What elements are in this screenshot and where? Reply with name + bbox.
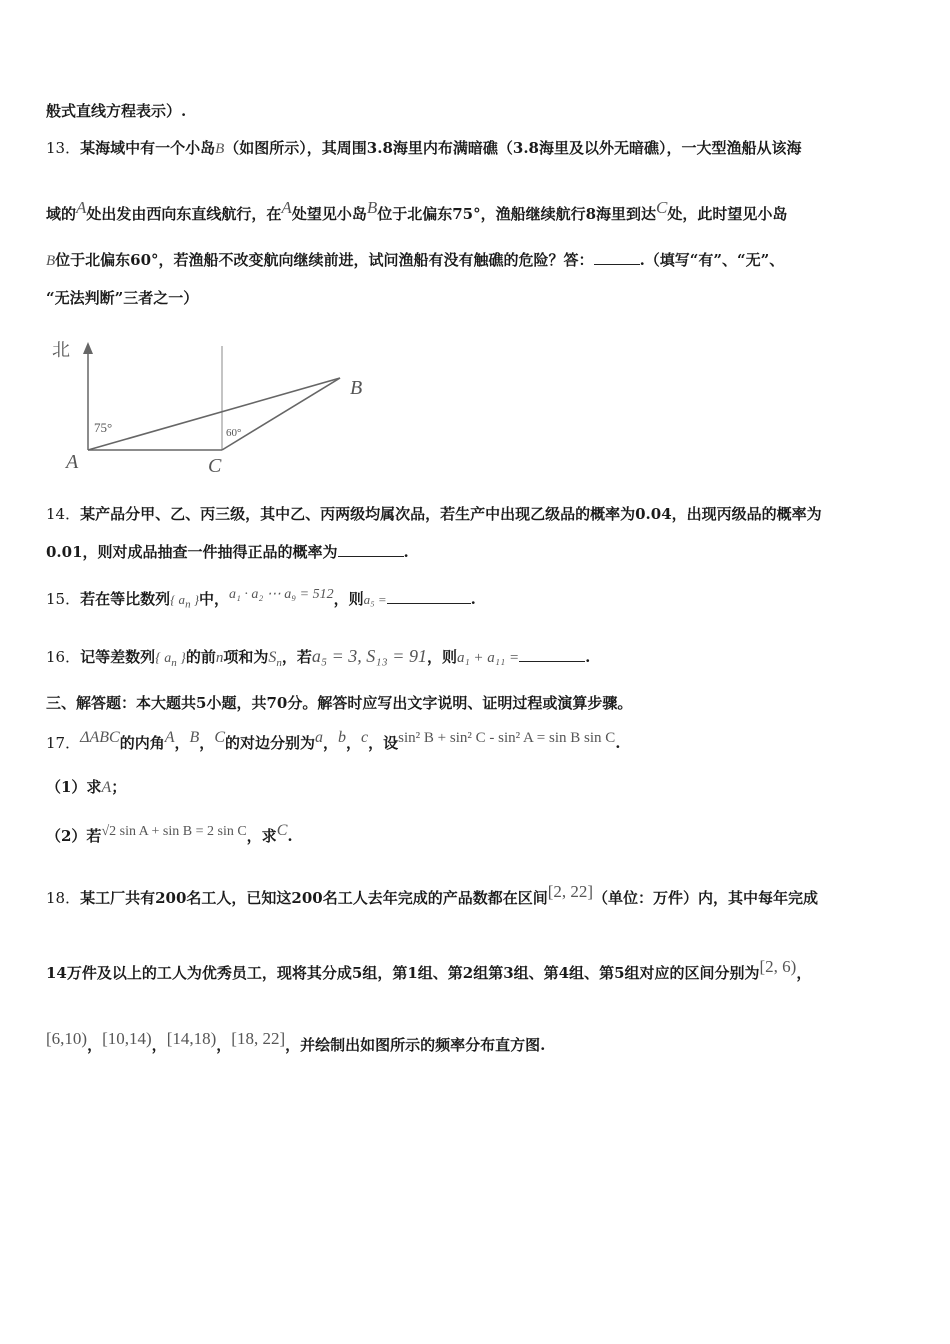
question-18-line-1: 18．某工厂共有200名工人，已知这200名工人去年完成的产品数都在区间[2, 22]（单位：万件）内，其中每年完成 [46,882,819,907]
question-16: 16．记等差数列{ $a_n$ }的前n项和为$S_n$，若a₅ = 3, S₁₃ = 91，则a₁ + a₁₁ = . [46,646,591,670]
text-line: 般式直线方程表示）. [46,102,187,120]
question-13-line-2: 域的A处出发由西向东直线航行，在A处望见小岛B位于北偏东75°，渔船继续航行8海里到达C处，此时望见小岛 [46,198,788,223]
segment-ab [88,378,340,450]
segment-cb [222,378,340,450]
answer-blank[interactable] [387,603,471,604]
answer-blank[interactable] [519,661,585,662]
question-13-line-1: 13．某海域中有一个小岛B（如图所示），其周围3.8海里内布满暗礁（3.8海里及以外无暗礁），一大型渔船从该海 [46,139,802,157]
question-13-line-3: B位于北偏东60°，若渔船不改变航向继续前进，试问渔船有没有触礁的危险？答： .（填写“有”、“无”、 [46,251,785,269]
question-17-part-2: （2）若√2 sin A + sin B = 2 sin C，求C. [46,822,293,845]
angle-60-label: 60° [226,427,242,439]
question-15: 15．若在等比数列{ $a_n$ }中，a₁ · a₂ ⋯ a₉ = 512，则a₅ = . [46,587,476,611]
answer-blank[interactable] [594,264,640,265]
answer-blank[interactable] [338,556,404,557]
angle-75-label: 75° [94,420,113,435]
question-18-line-2: 14万件及以上的工人为优秀员工，现将其分成5组，第1组、第2组第3组、第4组、第5组对应的区间分别为[2, 6)， [46,957,812,982]
point-a-label: A [66,451,79,473]
question-14-line-1: 14．某产品分甲、乙、丙三级，其中乙、丙两级均属次品，若生产中出现乙级品的概率为0.04，出现丙级品的概率为 [46,505,822,523]
point-b-label: B [350,377,363,399]
question-17: 17．ΔABC的内角A，B，C的对边分别为a，b，c，设sin² B + sin² C - sin² A = sin B sin C. [46,729,621,752]
north-arrow-head [83,342,93,354]
question-17-part-1: （1）求A； [46,778,127,796]
question-18-line-3: [6,10)，[10,14)，[14,18)，[18, 22]，并绘制出如图所示的频率分布直方图. [46,1029,546,1054]
point-c-label: C [208,455,222,477]
question-14-line-2: 0.01，则对成品抽查一件抽得正品的概率为 . [46,543,409,561]
section-3-heading: 三、解答题：本大题共5小题，共70分。解答时应写出文字说明、证明过程或演算步骤。 [46,694,633,712]
north-label: 北 [52,340,70,360]
question-13-line-4: “无法判断”三者之一） [46,289,199,307]
navigation-figure [46,330,386,480]
